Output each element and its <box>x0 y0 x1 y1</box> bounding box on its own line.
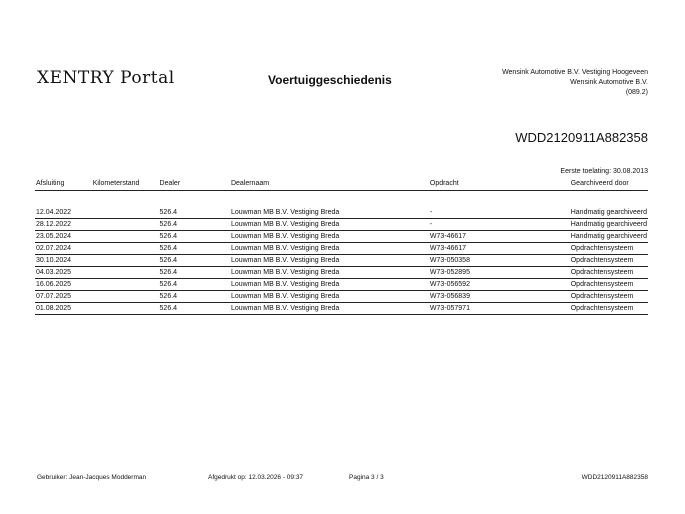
cell-dealernaam: Louwman MB B.V. Vestiging Breda <box>230 255 429 267</box>
cell-dealernaam: Louwman MB B.V. Vestiging Breda <box>230 291 429 303</box>
footer-user: Gebruiker: Jean-Jacques Modderman <box>37 474 147 481</box>
cell-opdracht: W73-056592 <box>429 279 570 291</box>
cell-kilometerstand <box>92 243 159 255</box>
cell-opdracht: - <box>429 219 570 231</box>
cell-kilometerstand <box>92 219 159 231</box>
cell-dealernaam: Louwman MB B.V. Vestiging Breda <box>230 207 429 219</box>
table-row <box>35 231 648 243</box>
cell-opdracht: W73-052895 <box>429 267 570 279</box>
cell-kilometerstand <box>92 279 159 291</box>
table-row <box>35 255 648 267</box>
table-row <box>35 303 648 315</box>
footer-printed-date: Afgedrukt op: 12.03.2026 - 09:37 <box>208 474 304 481</box>
cell-dealernaam: Louwman MB B.V. Vestiging Breda <box>230 279 429 291</box>
cell-gearchiveerd-door: Opdrachtensysteem <box>570 255 648 267</box>
cell-gearchiveerd-door: Handmatig gearchiveerd <box>570 207 648 219</box>
table-row <box>35 267 648 279</box>
table-row <box>35 243 648 255</box>
cell-opdracht: W73-46617 <box>429 243 570 255</box>
table-spacer <box>35 191 648 208</box>
app-logo: XENTRY Portal <box>37 68 175 88</box>
footer-vin: WDD2120911A882358 <box>581 474 648 481</box>
cell-kilometerstand <box>92 303 159 315</box>
table-row <box>35 207 648 219</box>
cell-kilometerstand <box>92 255 159 267</box>
footer-page-number: Pagina 3 / 3 <box>349 474 384 481</box>
cell-kilometerstand <box>92 291 159 303</box>
cell-opdracht: W73-46617 <box>429 231 570 243</box>
cell-opdracht: W73-050358 <box>429 255 570 267</box>
cell-dealer: 526.4 <box>159 255 230 267</box>
table-row <box>35 219 648 231</box>
page-title: Voertuiggeschiedenis <box>268 73 392 87</box>
cell-opdracht: W73-057971 <box>429 303 570 315</box>
cell-afsluiting: 30.10.2024 <box>35 255 92 267</box>
cell-dealer: 526.4 <box>159 279 230 291</box>
cell-opdracht: - <box>429 207 570 219</box>
cell-afsluiting: 12.04.2022 <box>35 207 92 219</box>
cell-dealer: 526.4 <box>159 207 230 219</box>
cell-dealernaam: Louwman MB B.V. Vestiging Breda <box>230 219 429 231</box>
cell-afsluiting: 02.07.2024 <box>35 243 92 255</box>
col-afsluiting: Afsluiting <box>35 177 92 191</box>
cell-afsluiting: 23.05.2024 <box>35 231 92 243</box>
cell-gearchiveerd-door: Handmatig gearchiveerd <box>570 219 648 231</box>
dealer-info <box>502 68 648 98</box>
cell-dealer: 526.4 <box>159 267 230 279</box>
cell-gearchiveerd-door: Handmatig gearchiveerd <box>570 231 648 243</box>
cell-dealernaam: Louwman MB B.V. Vestiging Breda <box>230 231 429 243</box>
cell-gearchiveerd-door: Opdrachtensysteem <box>570 243 648 255</box>
vin-heading: WDD2120911A882358 <box>515 130 648 145</box>
cell-kilometerstand <box>92 267 159 279</box>
dealer-line-code: (089.2) <box>625 89 648 96</box>
cell-dealer: 526.4 <box>159 303 230 315</box>
col-opdracht: Opdracht <box>429 177 570 191</box>
dealer-line-branch: Wensink Automotive B.V. Vestiging Hoogeveen <box>502 69 648 76</box>
cell-afsluiting: 04.03.2025 <box>35 267 92 279</box>
cell-afsluiting: 28.12.2022 <box>35 219 92 231</box>
vehicle-history-table <box>35 177 648 315</box>
table-header-row <box>35 177 648 191</box>
col-kilometerstand: Kilometerstand <box>92 177 159 191</box>
cell-afsluiting: 07.07.2025 <box>35 291 92 303</box>
col-dealernaam: Dealernaam <box>230 177 429 191</box>
cell-gearchiveerd-door: Opdrachtensysteem <box>570 291 648 303</box>
cell-kilometerstand <box>92 231 159 243</box>
cell-dealernaam: Louwman MB B.V. Vestiging Breda <box>230 243 429 255</box>
cell-dealer: 526.4 <box>159 291 230 303</box>
cell-opdracht: W73-056839 <box>429 291 570 303</box>
table-row <box>35 279 648 291</box>
table-body <box>35 191 648 315</box>
cell-afsluiting: 16.06.2025 <box>35 279 92 291</box>
dealer-line-company: Wensink Automotive B.V. <box>570 79 648 86</box>
cell-afsluiting: 01.08.2025 <box>35 303 92 315</box>
cell-dealer: 526.4 <box>159 243 230 255</box>
cell-gearchiveerd-door: Opdrachtensysteem <box>570 303 648 315</box>
cell-dealernaam: Louwman MB B.V. Vestiging Breda <box>230 303 429 315</box>
cell-gearchiveerd-door: Opdrachtensysteem <box>570 279 648 291</box>
col-gearchiveerd-door: Gearchiveerd door <box>570 177 648 191</box>
cell-dealernaam: Louwman MB B.V. Vestiging Breda <box>230 267 429 279</box>
cell-kilometerstand <box>92 207 159 219</box>
first-registration: Eerste toelating: 30.08.2013 <box>560 168 648 175</box>
table-row <box>35 291 648 303</box>
cell-dealer: 526.4 <box>159 231 230 243</box>
col-dealer: Dealer <box>159 177 230 191</box>
cell-gearchiveerd-door: Opdrachtensysteem <box>570 267 648 279</box>
cell-dealer: 526.4 <box>159 219 230 231</box>
